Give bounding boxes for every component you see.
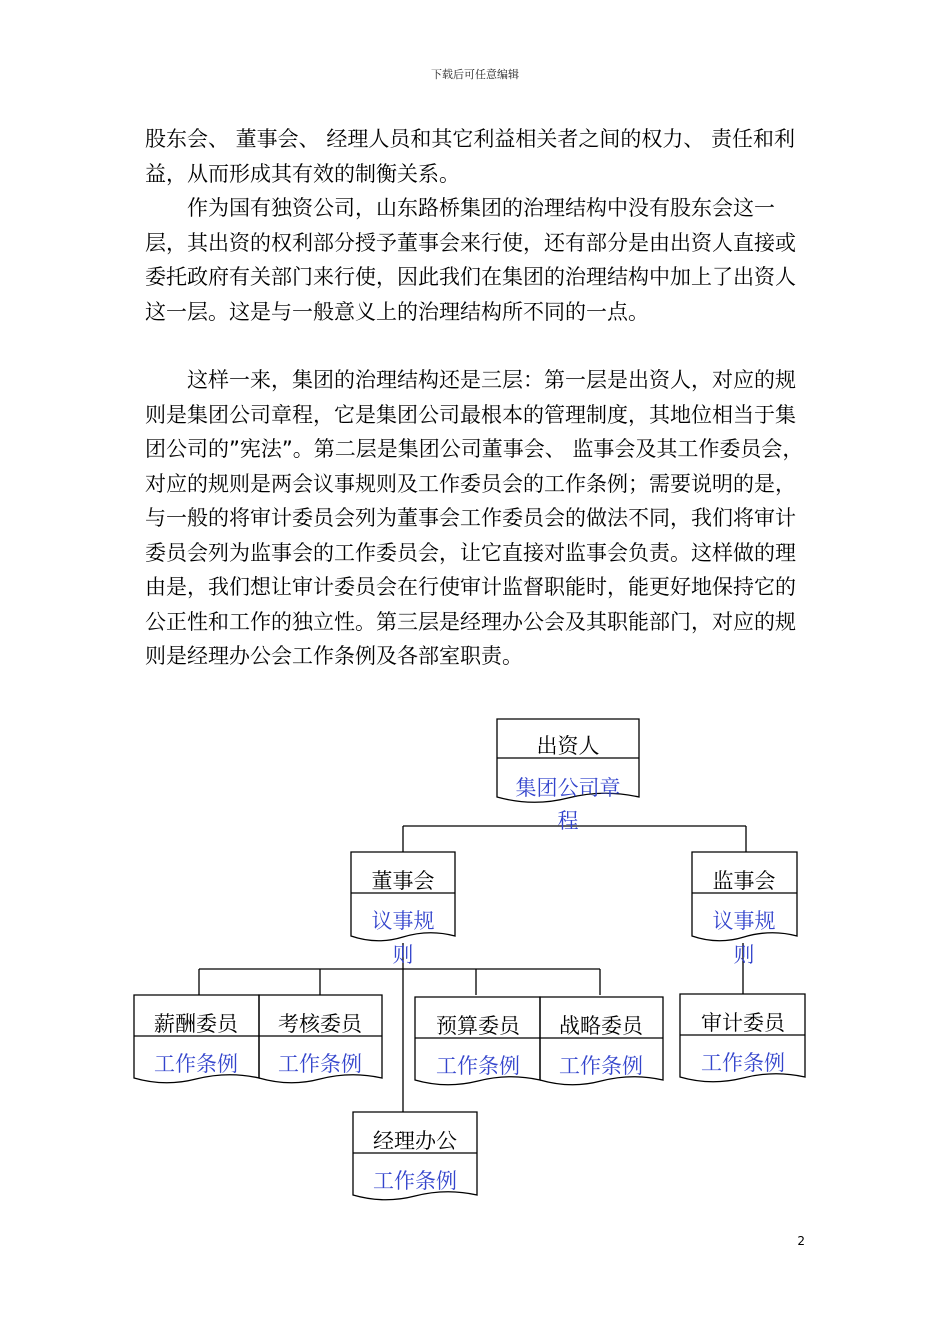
investor-rule-line2: 程 (557, 809, 579, 833)
supervisory-name: 监事会 (712, 869, 776, 893)
supervisory-rule-line1: 议事规 (712, 909, 776, 933)
compensation-rule: 工作条例 (154, 1052, 238, 1076)
paragraph-2: 作为国有独资公司，山东路桥集团的治理结构中没有股东会这一层，其出资的权利部分授予董事会来行使，还有部分是由出资人直接或委托政府有关部门来行使，因此我们在集团的治理结构中加上了出资人这一层。这是与一般意义上的治理结构所不同的一点。 (145, 196, 796, 324)
page-header: 下载后可任意编辑 (431, 68, 519, 81)
manager-rule: 工作条例 (373, 1169, 457, 1193)
paragraph-1: 股东会、 董事会、 经理人员和其它利益相关者之间的权力、 责任和利益，从而形成其有效的制衡关系。 (145, 127, 796, 186)
audit-rule: 工作条例 (701, 1051, 785, 1075)
investor-name: 出资人 (536, 734, 600, 758)
assessment-rule: 工作条例 (278, 1052, 362, 1076)
budget-rule: 工作条例 (436, 1054, 520, 1078)
board-name: 董事会 (371, 869, 435, 893)
budget-name: 预算委员 (436, 1014, 520, 1038)
strategy-name: 战略委员 (559, 1014, 643, 1038)
assessment-name: 考核委员 (278, 1012, 362, 1036)
strategy-rule: 工作条例 (559, 1054, 643, 1078)
page-number: 2 (797, 1234, 805, 1248)
board-rule-line2: 则 (392, 943, 414, 967)
manager-name: 经理办公 (373, 1129, 457, 1153)
board-rule-line1: 议事规 (371, 909, 435, 933)
paragraph-3: 这样一来，集团的治理结构还是三层：第一层是出资人，对应的规则是集团公司章程，它是集团公司最根本的管理制度，其地位相当于集团公司的”宪法”。第二层是集团公司董事会、 监事会及其工作委员会，对应的规则是两会议事规则及工作委员会的工作条例；需要说明的是，与一般的将审计委员会列为董事会工作委员会的做法不同，我们将审计委员会列为监事会的工作委员会，让它直接对监事会负责。这样做的理由是，我们想让审计委员会在行使审计监督职能时，能更好地保持它的公正性和工作的独立性。第三层是经理办公会及其职能部门，对应的规则是经理办公会工作条例及各部室职责。 (145, 368, 804, 668)
compensation-name: 薪酬委员 (154, 1012, 238, 1036)
audit-name: 审计委员 (701, 1011, 785, 1035)
supervisory-rule-line2: 则 (733, 943, 755, 967)
investor-rule-line1: 集团公司章 (515, 776, 621, 800)
